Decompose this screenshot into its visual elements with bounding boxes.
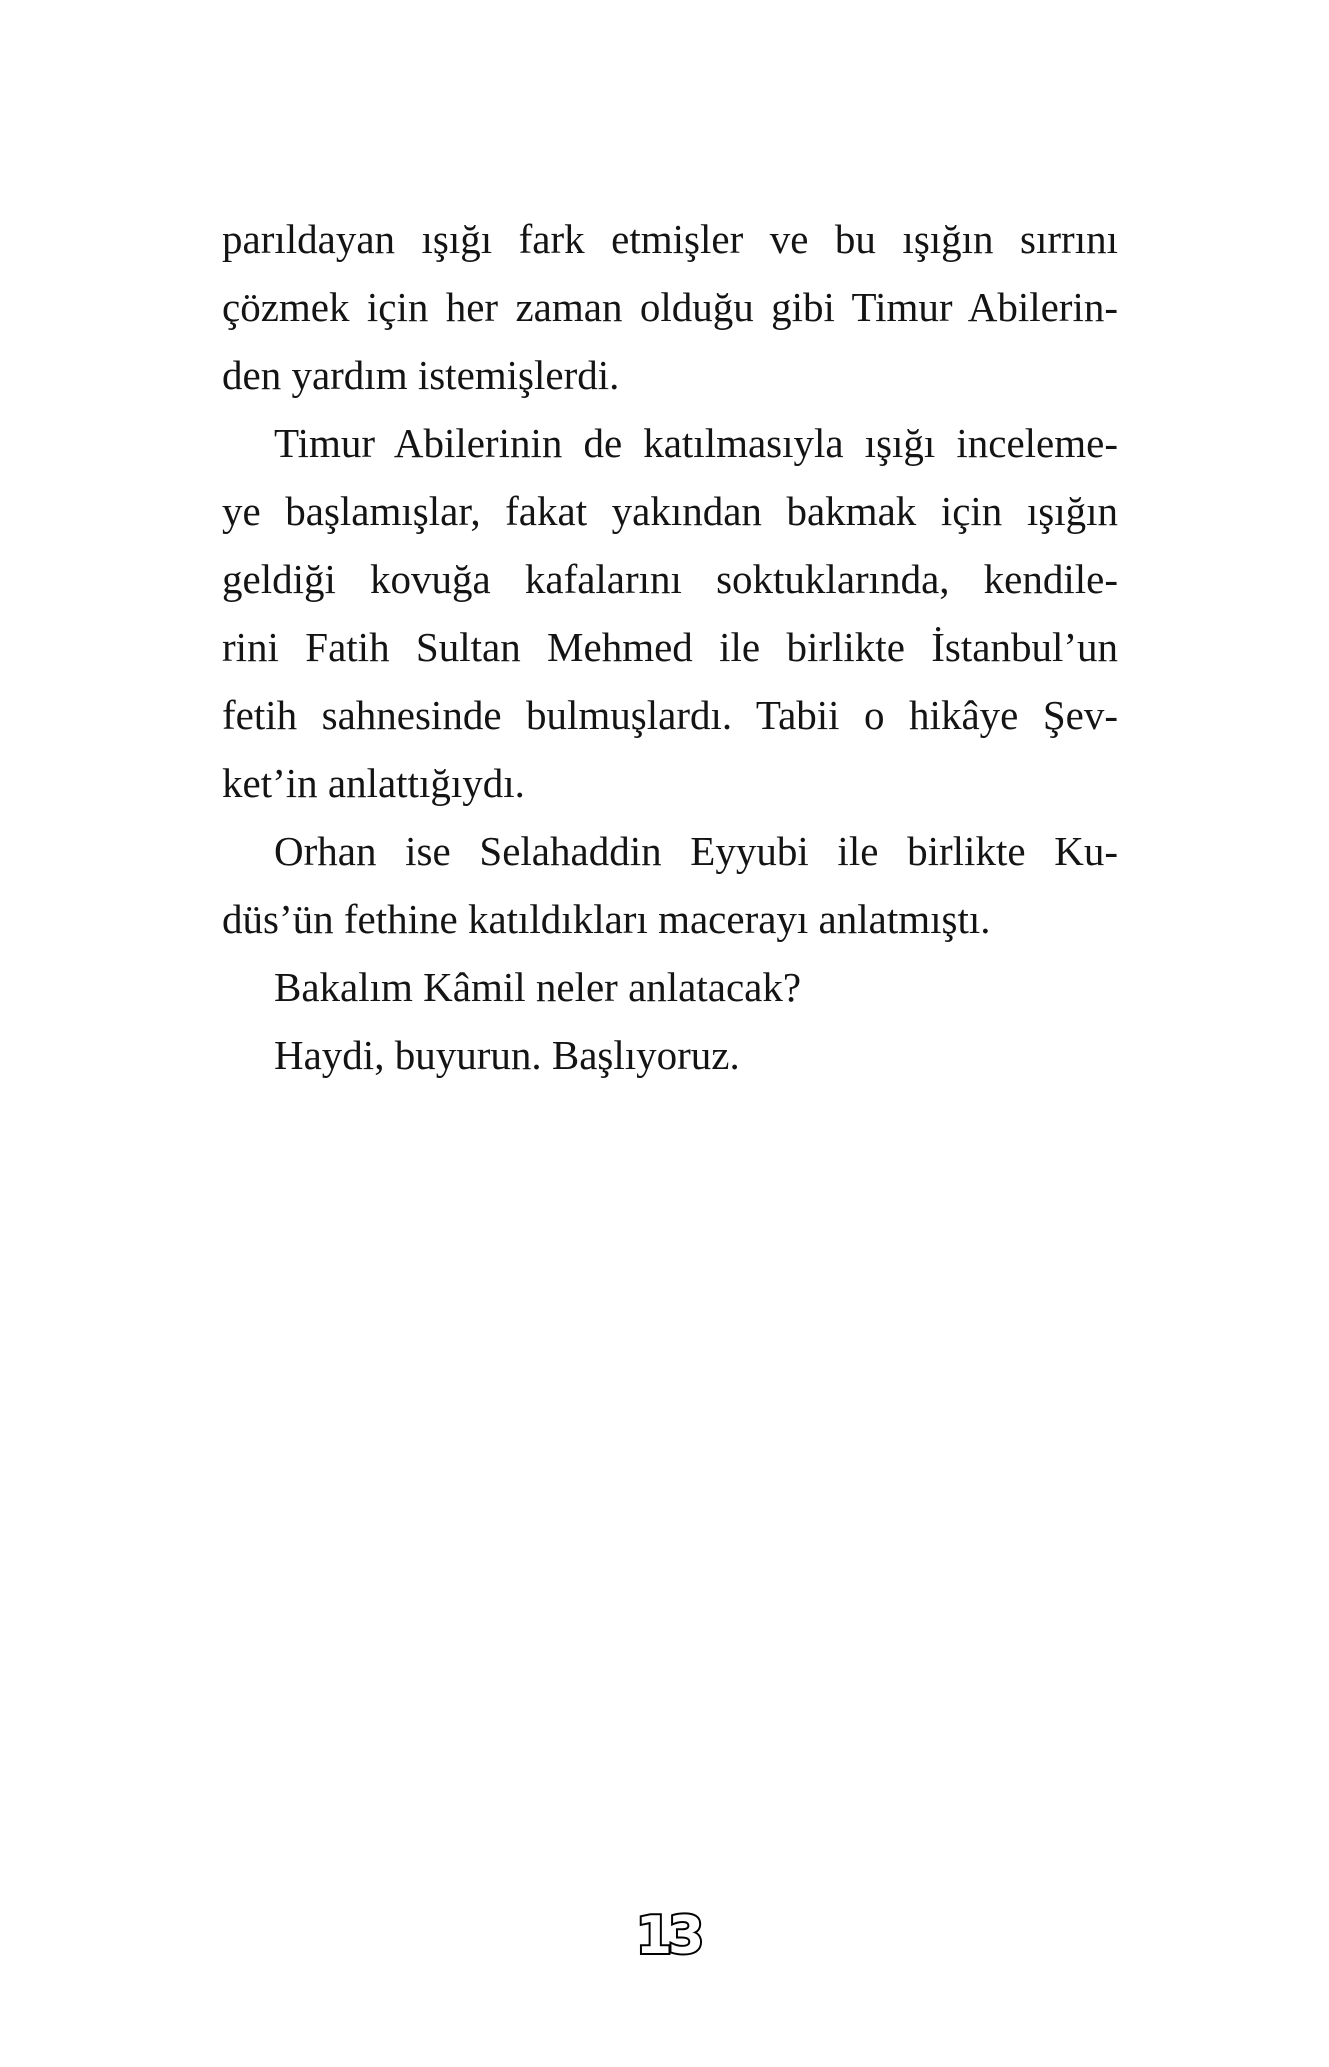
text-line: Haydi, buyurun. Başlıyoruz. [274, 1032, 740, 1078]
text-line: Timur Abilerinin de katılmasıyla ışığı inceleme- [274, 420, 1118, 466]
body-text [222, 205, 1118, 1089]
text-line: ket’in anlattığıydı. [222, 760, 525, 806]
text-line: çözmek için her zaman olduğu gibi Timur Abilerin- [222, 284, 1118, 330]
text-line: rini Fatih Sultan Mehmed ile birlikte İstanbul’un [222, 624, 1118, 670]
text-line: ye başlamışlar, fakat yakından bakmak için ışığın [222, 488, 1118, 534]
text-line: den yardım istemişlerdi. [222, 352, 620, 398]
text-line: Orhan ise Selahaddin Eyyubi ile birlikte Ku- [274, 828, 1118, 874]
text-line: düs’ün fethine katıldıkları macerayı anlatmıştı. [222, 896, 991, 942]
text-line: parıldayan ışığı fark etmişler ve bu ışığın sırrını [222, 216, 1118, 262]
text-line: fetih sahnesinde bulmuşlardı. Tabii o hikâye Şev- [222, 692, 1118, 738]
text-line: Bakalım Kâmil neler anlatacak? [274, 964, 802, 1010]
text-line: geldiği kovuğa kafalarını soktuklarında, kendile- [222, 556, 1118, 602]
page-number: 13 [635, 1906, 701, 1966]
